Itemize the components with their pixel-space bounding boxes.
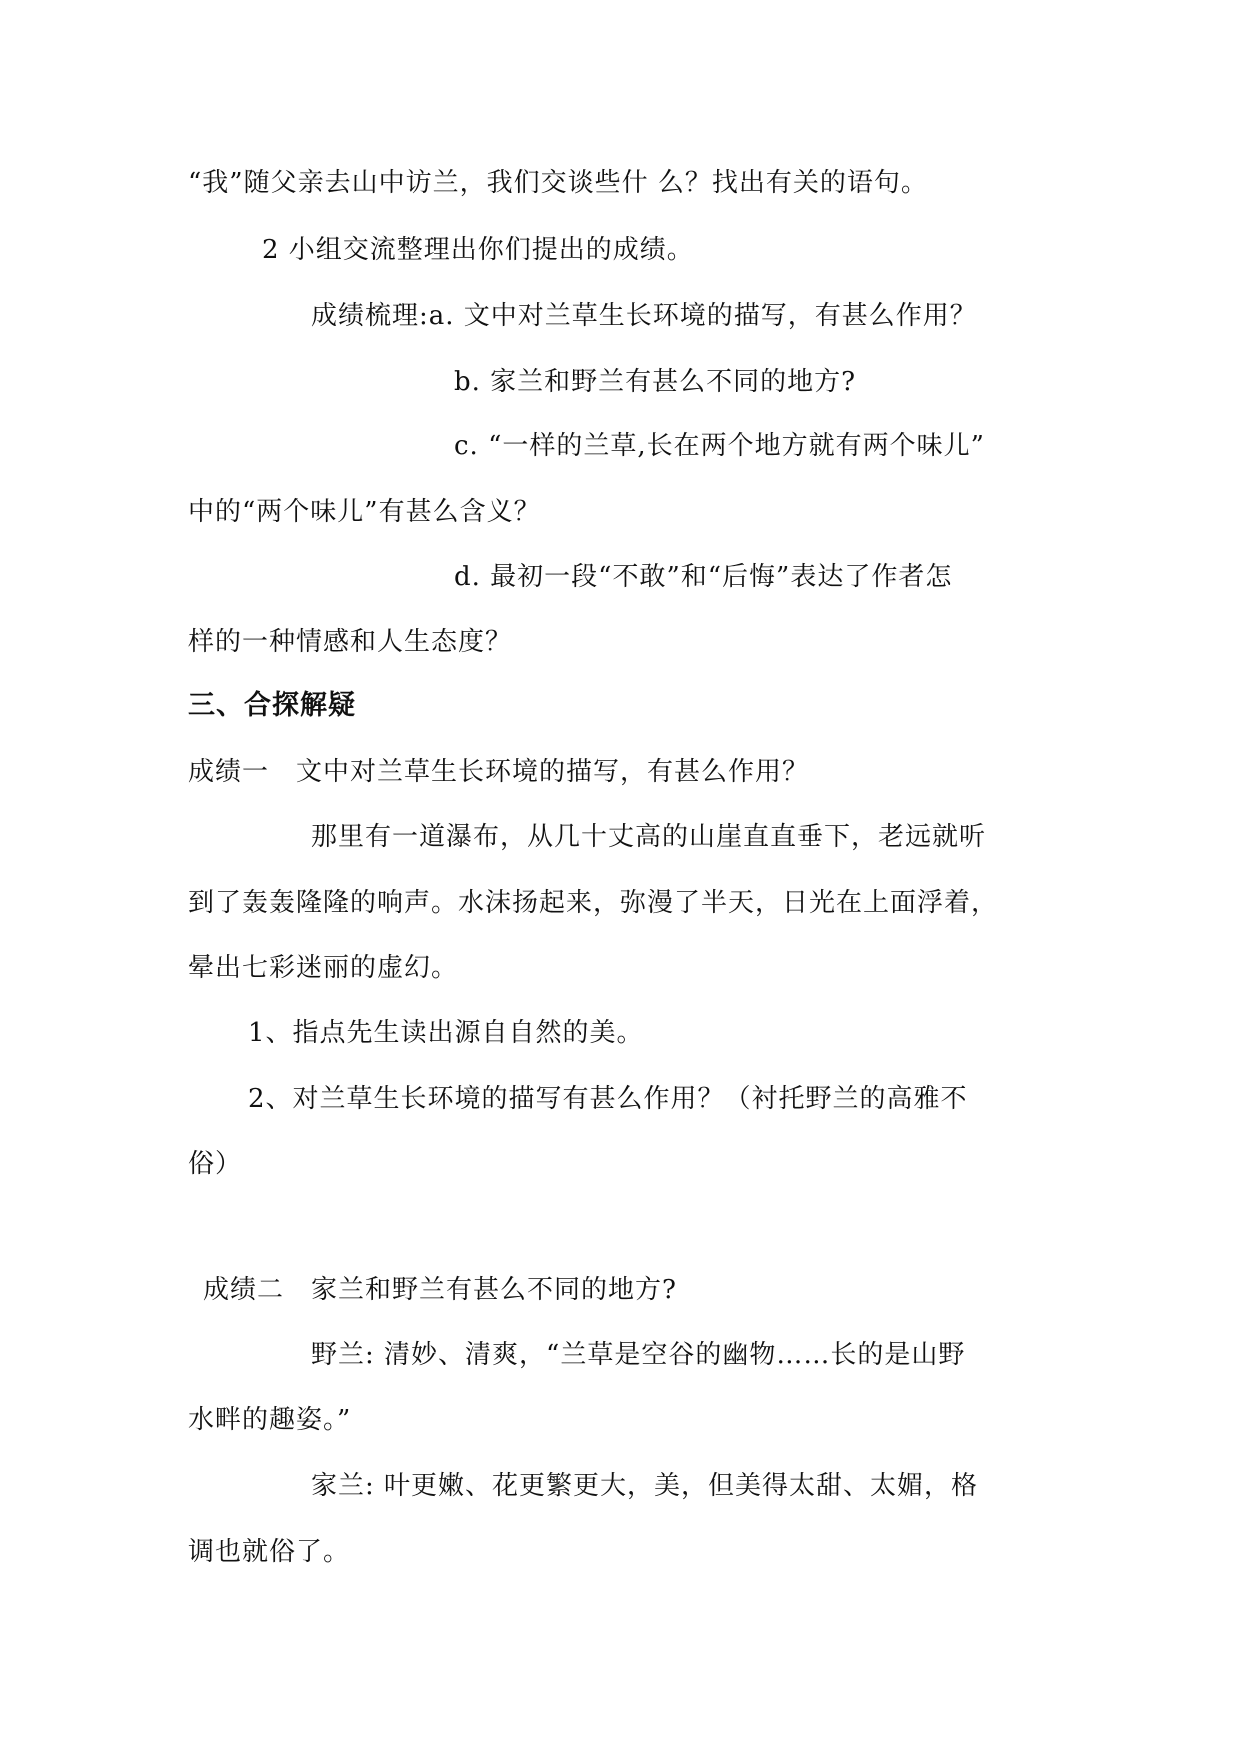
text-line: d. 最初一段“不敢”和“后悔”表达了作者怎: [454, 562, 953, 592]
text-line: 成绩一 文中对兰草生长环境的描写，有甚么作用？: [188, 757, 810, 787]
text-line: 中的“两个味儿”有甚么含义？: [188, 497, 541, 527]
section-heading: 三、合探解疑: [188, 690, 356, 721]
text-line: 到了轰轰隆隆的响声。水沫扬起来，弥漫了半天，日光在上面浮着，: [188, 888, 999, 918]
text-line: c. “一样的兰草,长在两个地方就有两个味儿”: [454, 431, 985, 461]
text-line: b. 家兰和野兰有甚么不同的地方?: [454, 367, 857, 397]
text-line: 2、对兰草生长环境的描写有甚么作用？（衬托野兰的高雅不: [248, 1084, 968, 1114]
text-line: 家兰: 叶更嫩、花更繁更大，美，但美得太甜、太媚，格: [311, 1471, 979, 1501]
text-line: 样的一种情感和人生态度？: [188, 627, 513, 657]
text-line: “我”随父亲去山中访兰，我们交谈些什 么？找出有关的语句。: [188, 168, 928, 198]
text-line: 成绩二 家兰和野兰有甚么不同的地方?: [203, 1275, 677, 1305]
text-line: 俗）: [188, 1149, 243, 1179]
text-line: 2 小组交流整理出你们提出的成绩。: [262, 235, 694, 265]
text-line: 调也就俗了。: [188, 1537, 351, 1567]
text-line: 成绩梳理:a. 文中对兰草生长环境的描写，有甚么作用？: [311, 301, 977, 331]
text-line: 野兰: 清妙、清爽，“兰草是空谷的幽物……长的是山野: [311, 1340, 966, 1370]
text-line: 晕出七彩迷丽的虚幻。: [188, 953, 459, 983]
text-line: 水畔的趣姿。”: [188, 1405, 352, 1435]
text-line: 那里有一道瀑布，从几十丈高的山崖直直垂下，老远就听: [311, 822, 987, 852]
text-line: 1、指点先生读出源自自然的美。: [248, 1018, 644, 1048]
